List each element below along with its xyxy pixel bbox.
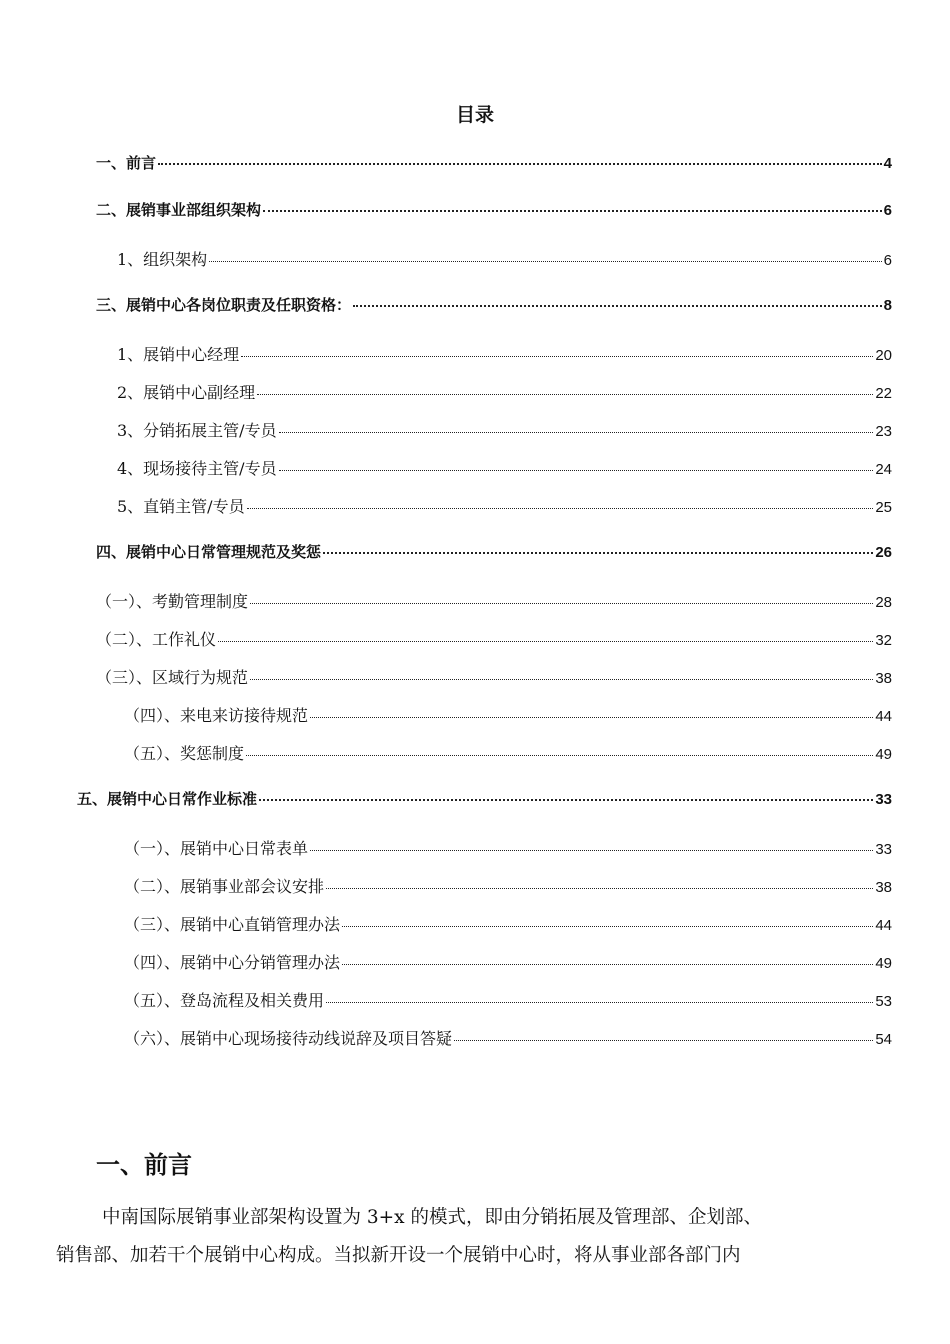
toc-entry-label: 2、展销中心副经理	[117, 383, 256, 402]
toc-leader-dots	[218, 641, 873, 642]
paragraph-line: 销售部、加若干个展销中心构成。当拟新开设一个展销中心时，将从事业部各部门内	[56, 1245, 741, 1266]
toc-leader-dots	[263, 210, 882, 212]
toc-leader-dots	[353, 305, 882, 307]
toc-leader-dots	[323, 552, 873, 554]
toc-entry-page: 26	[875, 544, 892, 561]
toc-entry-page: 28	[875, 594, 892, 611]
toc-entry-label: 二、展销事业部组织架构	[96, 201, 262, 219]
toc-entry[interactable]	[96, 294, 892, 316]
toc-entry[interactable]	[96, 541, 892, 563]
toc-entry-label: （四）、来电来访接待规范	[124, 706, 309, 725]
toc-entry[interactable]	[124, 950, 892, 972]
toc-entry-page: 25	[875, 499, 892, 516]
toc-entry[interactable]	[124, 703, 892, 725]
toc-entry-page: 6	[883, 252, 892, 269]
toc-entry-label: （五）、登岛流程及相关费用	[124, 991, 325, 1010]
toc-entry[interactable]	[96, 589, 892, 611]
toc-leader-dots	[279, 470, 874, 471]
toc-leader-dots	[454, 1040, 873, 1041]
toc-entry-page: 4	[883, 155, 892, 172]
toc-entry-page: 53	[875, 993, 892, 1010]
toc-leader-dots	[310, 717, 873, 718]
toc-entry-page: 33	[875, 791, 892, 808]
toc-leader-dots	[326, 888, 873, 889]
toc-leader-dots	[326, 1002, 873, 1003]
toc-entry-page: 38	[875, 879, 892, 896]
toc-entry-page: 49	[875, 746, 892, 763]
toc-leader-dots	[158, 163, 882, 165]
toc-entry-page: 23	[875, 423, 892, 440]
toc-leader-dots	[241, 356, 873, 357]
toc-entry-label: （一）、考勤管理制度	[96, 592, 249, 611]
toc-leader-dots	[310, 850, 873, 851]
toc-entry-label: 四、展销中心日常管理规范及奖惩	[96, 543, 322, 561]
toc-entry[interactable]	[117, 456, 892, 478]
toc-entry[interactable]	[117, 380, 892, 402]
toc-entry[interactable]	[124, 988, 892, 1010]
toc-entry-page: 33	[875, 841, 892, 858]
toc-entry-page: 24	[875, 461, 892, 478]
toc-entry[interactable]	[117, 494, 892, 516]
toc-entry[interactable]	[77, 788, 892, 810]
toc-entry-label: （二）、展销事业部会议安排	[124, 877, 325, 896]
toc-entry[interactable]	[124, 836, 892, 858]
toc-entry-page: 38	[875, 670, 892, 687]
toc-leader-dots	[247, 508, 874, 509]
body-paragraph	[56, 1199, 896, 1275]
toc-entry-label: 3、分销拓展主管/专员	[117, 421, 277, 440]
toc-entry-label: （三）、区域行为规范	[96, 668, 249, 687]
toc-entry-label: （一）、展销中心日常表单	[124, 839, 309, 858]
toc-entry[interactable]	[117, 247, 892, 269]
toc-entry[interactable]	[117, 342, 892, 364]
toc-entry[interactable]	[96, 665, 892, 687]
toc-leader-dots	[250, 679, 873, 680]
toc-leader-dots	[279, 432, 874, 433]
toc-leader-dots	[342, 926, 873, 927]
toc-entry-label: （三）、展销中心直销管理办法	[124, 915, 341, 934]
toc-entry[interactable]	[96, 152, 892, 174]
toc-entry-page: 54	[875, 1031, 892, 1048]
toc-leader-dots	[257, 394, 873, 395]
toc-entry[interactable]	[124, 741, 892, 763]
toc-entry-page: 8	[883, 297, 892, 314]
toc-entry-label: （四）、展销中心分销管理办法	[124, 953, 341, 972]
toc-leader-dots	[209, 261, 881, 262]
toc-entry-label: 五、展销中心日常作业标准	[77, 790, 258, 808]
toc-entry-page: 20	[875, 347, 892, 364]
toc-title: 目录	[455, 104, 494, 126]
toc-entry-page: 44	[875, 917, 892, 934]
toc-leader-dots	[250, 603, 873, 604]
toc-entry[interactable]	[124, 1026, 892, 1048]
toc-entry-label: （六）、展销中心现场接待动线说辞及项目答疑	[124, 1029, 453, 1048]
toc-entry-page: 49	[875, 955, 892, 972]
toc-entry-page: 6	[883, 202, 892, 219]
toc-leader-dots	[342, 964, 873, 965]
toc-entry[interactable]	[124, 874, 892, 896]
toc-entry-label: 1、展销中心经理	[117, 345, 240, 364]
section-heading: 一、前言	[96, 1151, 192, 1179]
toc-entry-label: 1、组织架构	[117, 250, 208, 269]
toc-entry-label: 5、直销主管/专员	[117, 497, 245, 516]
toc-entry[interactable]	[96, 627, 892, 649]
toc-entry-label: （五）、奖惩制度	[124, 744, 245, 763]
toc-leader-dots	[246, 755, 873, 756]
toc-entry[interactable]	[117, 418, 892, 440]
toc-leader-dots	[259, 799, 873, 801]
toc-entry-label: （二）、工作礼仪	[96, 630, 217, 649]
toc-entry-page: 44	[875, 708, 892, 725]
toc-entry-page: 32	[875, 632, 892, 649]
toc-entry-label: 4、现场接待主管/专员	[117, 459, 277, 478]
toc-entry-page: 22	[875, 385, 892, 402]
toc-entry-label: 三、展销中心各岗位职责及任职资格：	[96, 296, 352, 314]
toc-entry[interactable]	[124, 912, 892, 934]
paragraph-line: 中南国际展销事业部架构设置为 3+x 的模式，即由分销拓展及管理部、企划部、	[102, 1207, 762, 1228]
toc-entry[interactable]	[96, 199, 892, 221]
toc-entry-label: 一、前言	[96, 154, 157, 172]
